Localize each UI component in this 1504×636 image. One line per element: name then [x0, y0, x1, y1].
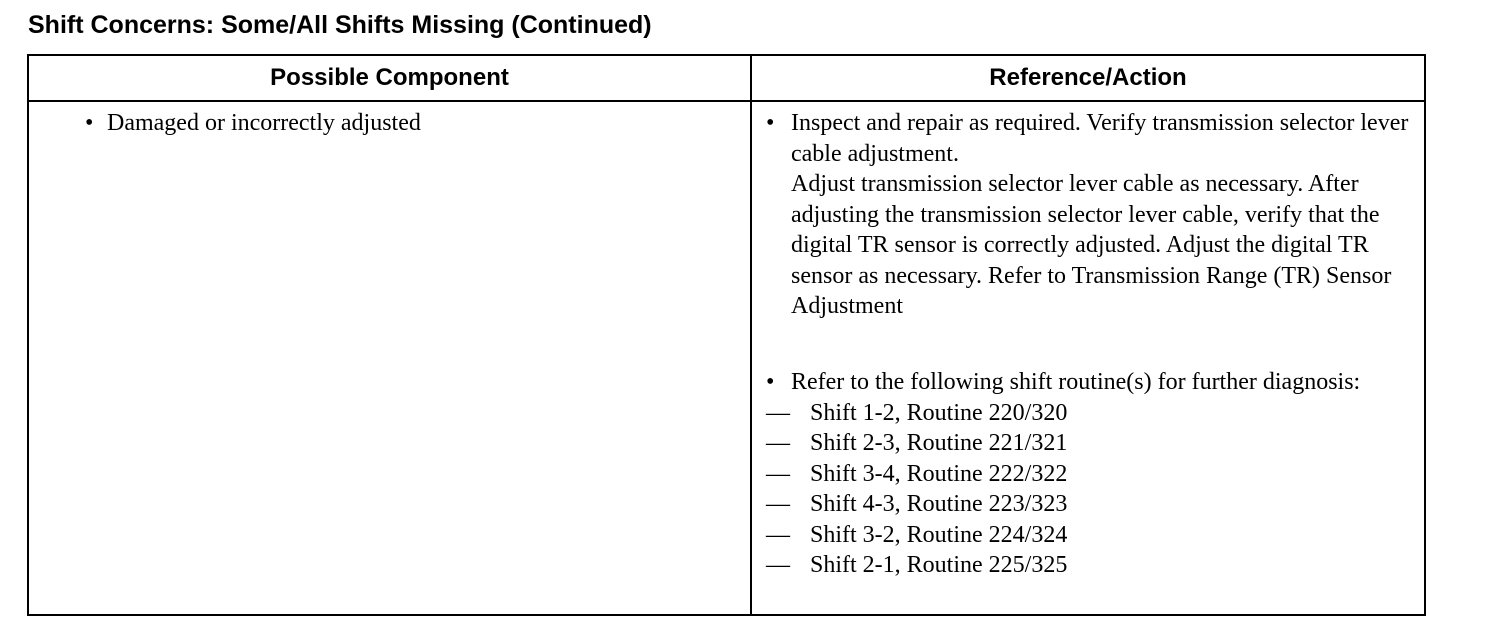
bullet-list-item [766, 367, 1416, 398]
routine-item [766, 428, 1416, 459]
table-header-row [29, 56, 1424, 102]
routine-text: Shift 1-2, Routine 220/320 [810, 399, 1068, 426]
dash-icon: — [766, 491, 790, 517]
component-cell [85, 108, 421, 139]
routine-text: Shift 2-3, Routine 221/321 [810, 430, 1068, 456]
page-title: Shift Concerns: Some/All Shifts Missing (Continued) [28, 11, 652, 39]
component-text: Damaged or incorrectly adjusted [107, 110, 421, 136]
dash-icon: — [766, 399, 790, 426]
bullet-icon: • [766, 369, 775, 395]
bullet-list-item [766, 108, 1416, 322]
action-paragraph: Adjust transmission selector lever cable as necessary. After adjusting the transmission selector lever cable, verify that the digital TR sensor is correctly adjusted. Adjust the digital TR sensor as necessary. Refer to Transmission Range (TR) Sensor Adjustment [791, 171, 1392, 319]
header-possible-component: Possible Component [270, 64, 509, 91]
bullet-icon: • [85, 110, 94, 136]
routine-text: Shift 3-4, Routine 222/322 [810, 460, 1068, 487]
diagnostic-table [27, 54, 1426, 616]
routine-text: Shift 2-1, Routine 225/325 [810, 552, 1068, 578]
routine-item [766, 489, 1416, 520]
action-item [766, 108, 1416, 322]
routine-item [766, 550, 1416, 581]
action-item [766, 367, 1416, 581]
routine-item [766, 459, 1416, 490]
dash-icon: — [766, 552, 790, 578]
routine-item [766, 398, 1416, 429]
header-reference-action: Reference/Action [989, 64, 1187, 91]
column-divider [750, 56, 752, 614]
routine-list [766, 398, 1416, 581]
bullet-icon: • [766, 110, 775, 136]
dash-icon: — [766, 430, 790, 456]
routine-item [766, 520, 1416, 551]
routine-text: Shift 4-3, Routine 223/323 [810, 491, 1068, 517]
action-paragraph: Refer to the following shift routine(s) for further diagnosis: [791, 369, 1361, 395]
dash-icon: — [766, 521, 790, 548]
routine-text: Shift 3-2, Routine 224/324 [810, 521, 1068, 548]
dash-icon: — [766, 460, 790, 487]
action-paragraph: Inspect and repair as required. Verify transmission selector lever cable adjustment. [791, 110, 1409, 167]
